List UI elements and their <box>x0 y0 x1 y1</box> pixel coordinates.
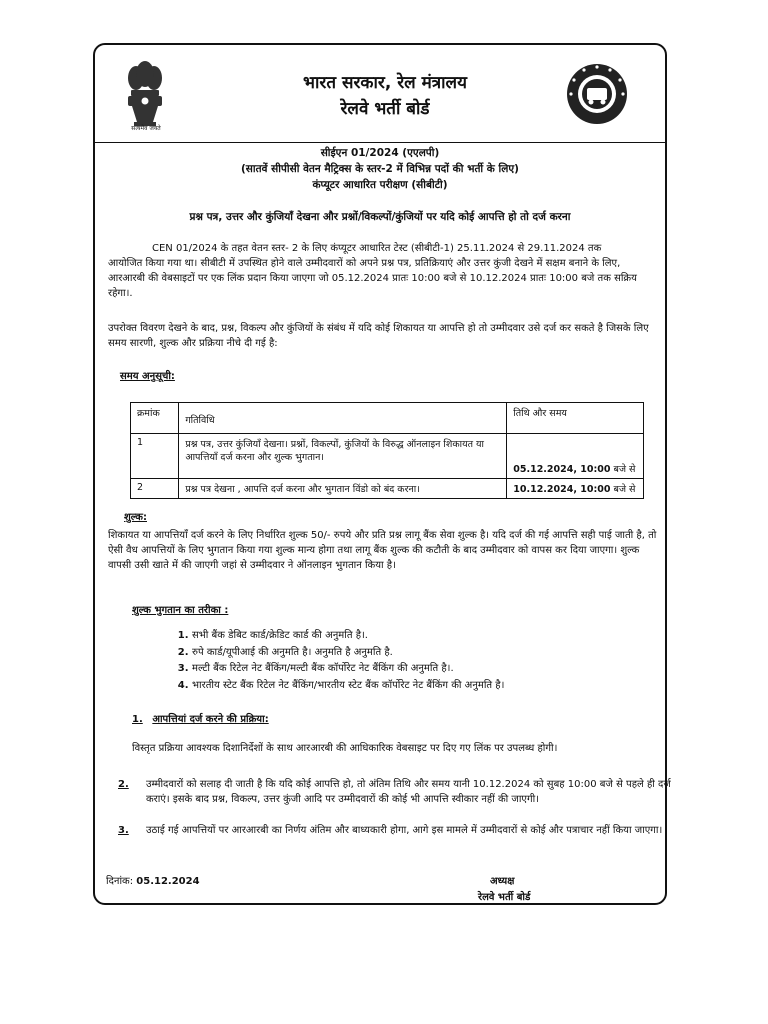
fee-paragraph: शिकायत या आपत्तियाँ दर्ज करने के लिए निर्धारित शुल्क 50/- रुपये और प्रति प्रश्न लागू बैंक सेवा शुल्क है। यदि दर्ज की गई आपत्ति सही पाई जाती है, तो ऐसी वैध आपत्तियों के लिए भुगतान किया गया शुल्क मान्य होगा तथा लागू बैंक शुल्क की कटौती के बाद उम्मीदवार को वापस कर दिया जाएगा। शुल्क वापसी उसी खाते में की जाएगी जहां से उम्मीदवार ने ऑनलाइन भुगतान किया है। <box>108 530 657 571</box>
org-title-line1: भारत सरकार, रेल मंत्रालय <box>303 73 467 93</box>
notice-subtitle: (सातवें सीपीसी वेतन मैट्रिक्स के स्तर-2 में विभिन्न पदों की भर्ती के लिए) <box>241 163 519 175</box>
col-header-date: तिथि और समय <box>507 403 644 434</box>
indian-railways-logo-icon <box>565 62 629 126</box>
col-header-activity: गतिविधि <box>179 403 507 434</box>
notice-date: दिनांक: 05.12.2024 <box>106 876 200 887</box>
table-row <box>131 479 644 499</box>
intro-paragraph <box>108 241 658 301</box>
exam-name: कंप्यूटर आधारित परीक्षण (सीबीटी) <box>312 179 448 191</box>
col-header-sno: क्रमांक <box>131 403 179 434</box>
header-divider <box>95 142 665 143</box>
table-header-row <box>131 403 644 434</box>
list-item: 4. भारतीय स्टेट बैंक रिटेल नेट बैंकिंग/भारतीय स्टेट बैंक कॉर्पोरेट नेट बैंकिंग की अनुमति है। <box>192 678 652 695</box>
details-paragraph: उपरोक्त विवरण देखने के बाद, प्रश्न, विकल्प और कुंजियों के संबंध में यदि कोई शिकायत या आपत्ति हो तो उम्मीदवार उसे दर्ज कर सकते है जिसके लिए समय सारणी, शुल्क और प्रक्रिया नीचे दी गई है: <box>108 323 649 349</box>
cen-number: सीईएन 01/2024 (एएलपी) <box>320 147 440 159</box>
schedule-table <box>130 402 644 499</box>
procedure-heading: 1. आपत्तियां दर्ज करने की प्रक्रिया: <box>132 714 269 725</box>
row1-date: 05.12.2024, 10:00 बजे से <box>507 434 644 479</box>
intro-rest: आयोजित किया गया था। सीबीटी में उपस्थित होने वाले उम्मीदवारों को अपने प्रश्न पत्र, प्रतिक्रियाएं और उत्तर कुंजी देखने में सक्षम बनाने के लिए, आरआरबी की वेबसाइटों पर एक लिंक प्रदान किया जाएगा जो 05.12.2024 प्रातः 10:00 बजे से 10.12.2024 प्रातः 10:00 बजे तक सक्रिय रहेगा।. <box>108 258 637 299</box>
procedure-point2: 2. उम्मीदवारों को सलाह दी जाती है कि यदि कोई आपत्ति हो, तो अंतिम तिथि और समय यानी 10.12.2024 को सुबह 10:00 बजे से पहले ही दर्ज कराएं। इसके बाद प्रश्न, विकल्प, उत्तर कुंजी आदि पर उम्मीदवारों की कोई भी आपत्ति स्वीकार नहीं की जाएगी। <box>118 779 671 805</box>
payment-methods-list <box>172 628 652 694</box>
org-title-line2: रेलवे भर्ती बोर्ड <box>340 99 430 119</box>
fee-heading: शुल्क: <box>124 512 147 523</box>
row2-sno: 2 <box>131 479 179 499</box>
notice-title: प्रश्न पत्र, उत्तर और कुंजियाँ देखना और प्रश्नों/विकल्पों/कुंजियों पर यदि कोई आपत्ति हो तो दर्ज करना <box>189 211 571 223</box>
list-item: 2. रुपे कार्ड/यूपीआई की अनुमति है। अनुमति है अनुमति है. <box>192 645 652 662</box>
row2-date: 10.12.2024, 10:00 बजे से <box>507 479 644 499</box>
row2-activity: प्रश्न पत्र देखना , आपत्ति दर्ज करना और भुगतान विंडो को बंद करना। <box>179 479 507 499</box>
row1-sno: 1 <box>131 434 179 479</box>
list-item: 3. मल्टी बैंक रिटेल नेट बैंकिंग/मल्टी बैंक कॉर्पोरेट नेट बैंकिंग की अनुमति है।. <box>192 661 652 678</box>
row1-activity: प्रश्न पत्र, उत्तर कुंजियाँ देखना। प्रश्नों, विकल्पों, कुंजियों के विरुद्ध ऑनलाइन शिकायत या आपत्तियाँ दर्ज करना और शुल्क भुगतान। <box>179 434 507 479</box>
signatory-title: अध्यक्ष <box>490 876 515 887</box>
national-emblem-icon <box>122 60 168 134</box>
emblem-caption: सत्यमेव जयते <box>131 125 161 132</box>
intro-line1: CEN 01/2024 के तहत वेतन स्तर- 2 के लिए कंप्यूटर आधारित टेस्ट (सीबीटी-1) 25.11.2024 से 29.11.2024 तक <box>152 243 602 254</box>
payment-heading: शुल्क भुगतान का तरीका : <box>132 605 229 616</box>
table-row <box>131 434 644 479</box>
procedure-text: विस्तृत प्रक्रिया आवश्यक दिशानिर्देशों के साथ आरआरबी की आधिकारिक वेबसाइट पर दिए गए लिंक पर उपलब्ध होगी। <box>132 743 558 754</box>
procedure-point3: 3. उठाई गई आपत्तियों पर आरआरबी का निर्णय अंतिम और बाध्यकारी होगा, आगे इस मामले में उम्मीदवारों से कोई और पत्राचार नहीं किया जाएगा। <box>118 825 663 836</box>
list-item: 1. सभी बैंक डेबिट कार्ड/क्रेडिट कार्ड की अनुमति है।. <box>192 628 652 645</box>
schedule-heading: समय अनुसूची: <box>120 371 175 382</box>
signatory-org: रेलवे भर्ती बोर्ड <box>478 892 531 903</box>
